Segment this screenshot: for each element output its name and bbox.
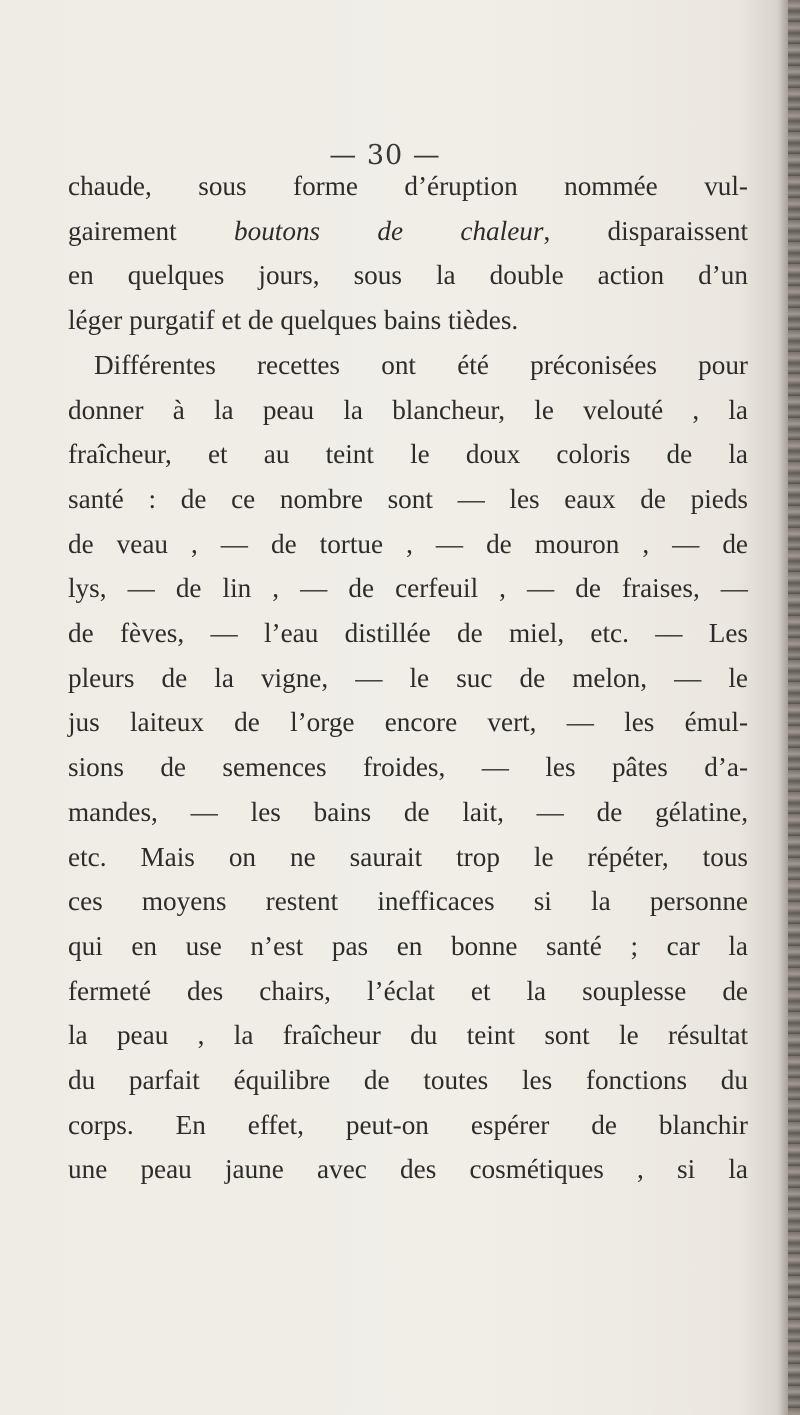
text-line: qui en use n’est pas en bonne santé ; car la <box>68 930 748 961</box>
italic-phrase: boutons de chaleur <box>234 215 544 246</box>
text-line: donner à la peau la blancheur, le velouté , la <box>68 394 748 425</box>
text-line: de fèves, — l’eau distillée de miel, etc. — Les <box>68 618 748 649</box>
text-line: sions de semences froides, — les pâtes d’a- <box>68 752 748 783</box>
text-line: chaude, sous forme d’éruption nommée vul- <box>68 171 748 201</box>
text-line: gairement boutons de chaleur, disparaissent <box>68 215 748 246</box>
text-line: pleurs de la vigne, — le suc de melon, — le <box>68 662 748 693</box>
text-line: lys, — de lin , — de cerfeuil , — de fraises, — <box>68 573 748 604</box>
text-line: la peau , la fraîcheur du teint sont le résultat <box>68 1020 748 1051</box>
text-line: mandes, — les bains de lait, — de gélatine, <box>68 796 748 827</box>
page-edge-shadow <box>778 0 788 1415</box>
text-line: ces moyens restent inefficaces si la personne <box>68 886 748 917</box>
text-line: une peau jaune avec des cosmétiques , si la <box>68 1154 748 1185</box>
text-line: etc. Mais on ne saurait trop le répéter, tous <box>68 841 748 872</box>
text-line: corps. En effet, peut-on espérer de blanchir <box>68 1109 748 1140</box>
body-text <box>68 164 748 1192</box>
page-number: — 30 — <box>329 140 441 171</box>
book-edge <box>788 0 800 1415</box>
text-line: léger purgatif et de quelques bains tièdes. <box>68 305 519 336</box>
text-line: du parfait équilibre de toutes les fonctions du <box>68 1065 748 1096</box>
text-line: fraîcheur, et au teint le doux coloris de la <box>68 439 748 470</box>
text-line: fermeté des chairs, l’éclat et la souplesse de <box>68 975 748 1006</box>
text-line: Différentes recettes ont été préconisées pour <box>94 349 748 380</box>
text-line: de veau , — de tortue , — de mouron , — de <box>68 528 748 559</box>
text-line: santé : de ce nombre sont — les eaux de pieds <box>68 483 748 514</box>
text-line: jus laiteux de l’orge encore vert, — les émul- <box>68 707 748 738</box>
text-line: en quelques jours, sous la double action d’un <box>68 260 748 291</box>
